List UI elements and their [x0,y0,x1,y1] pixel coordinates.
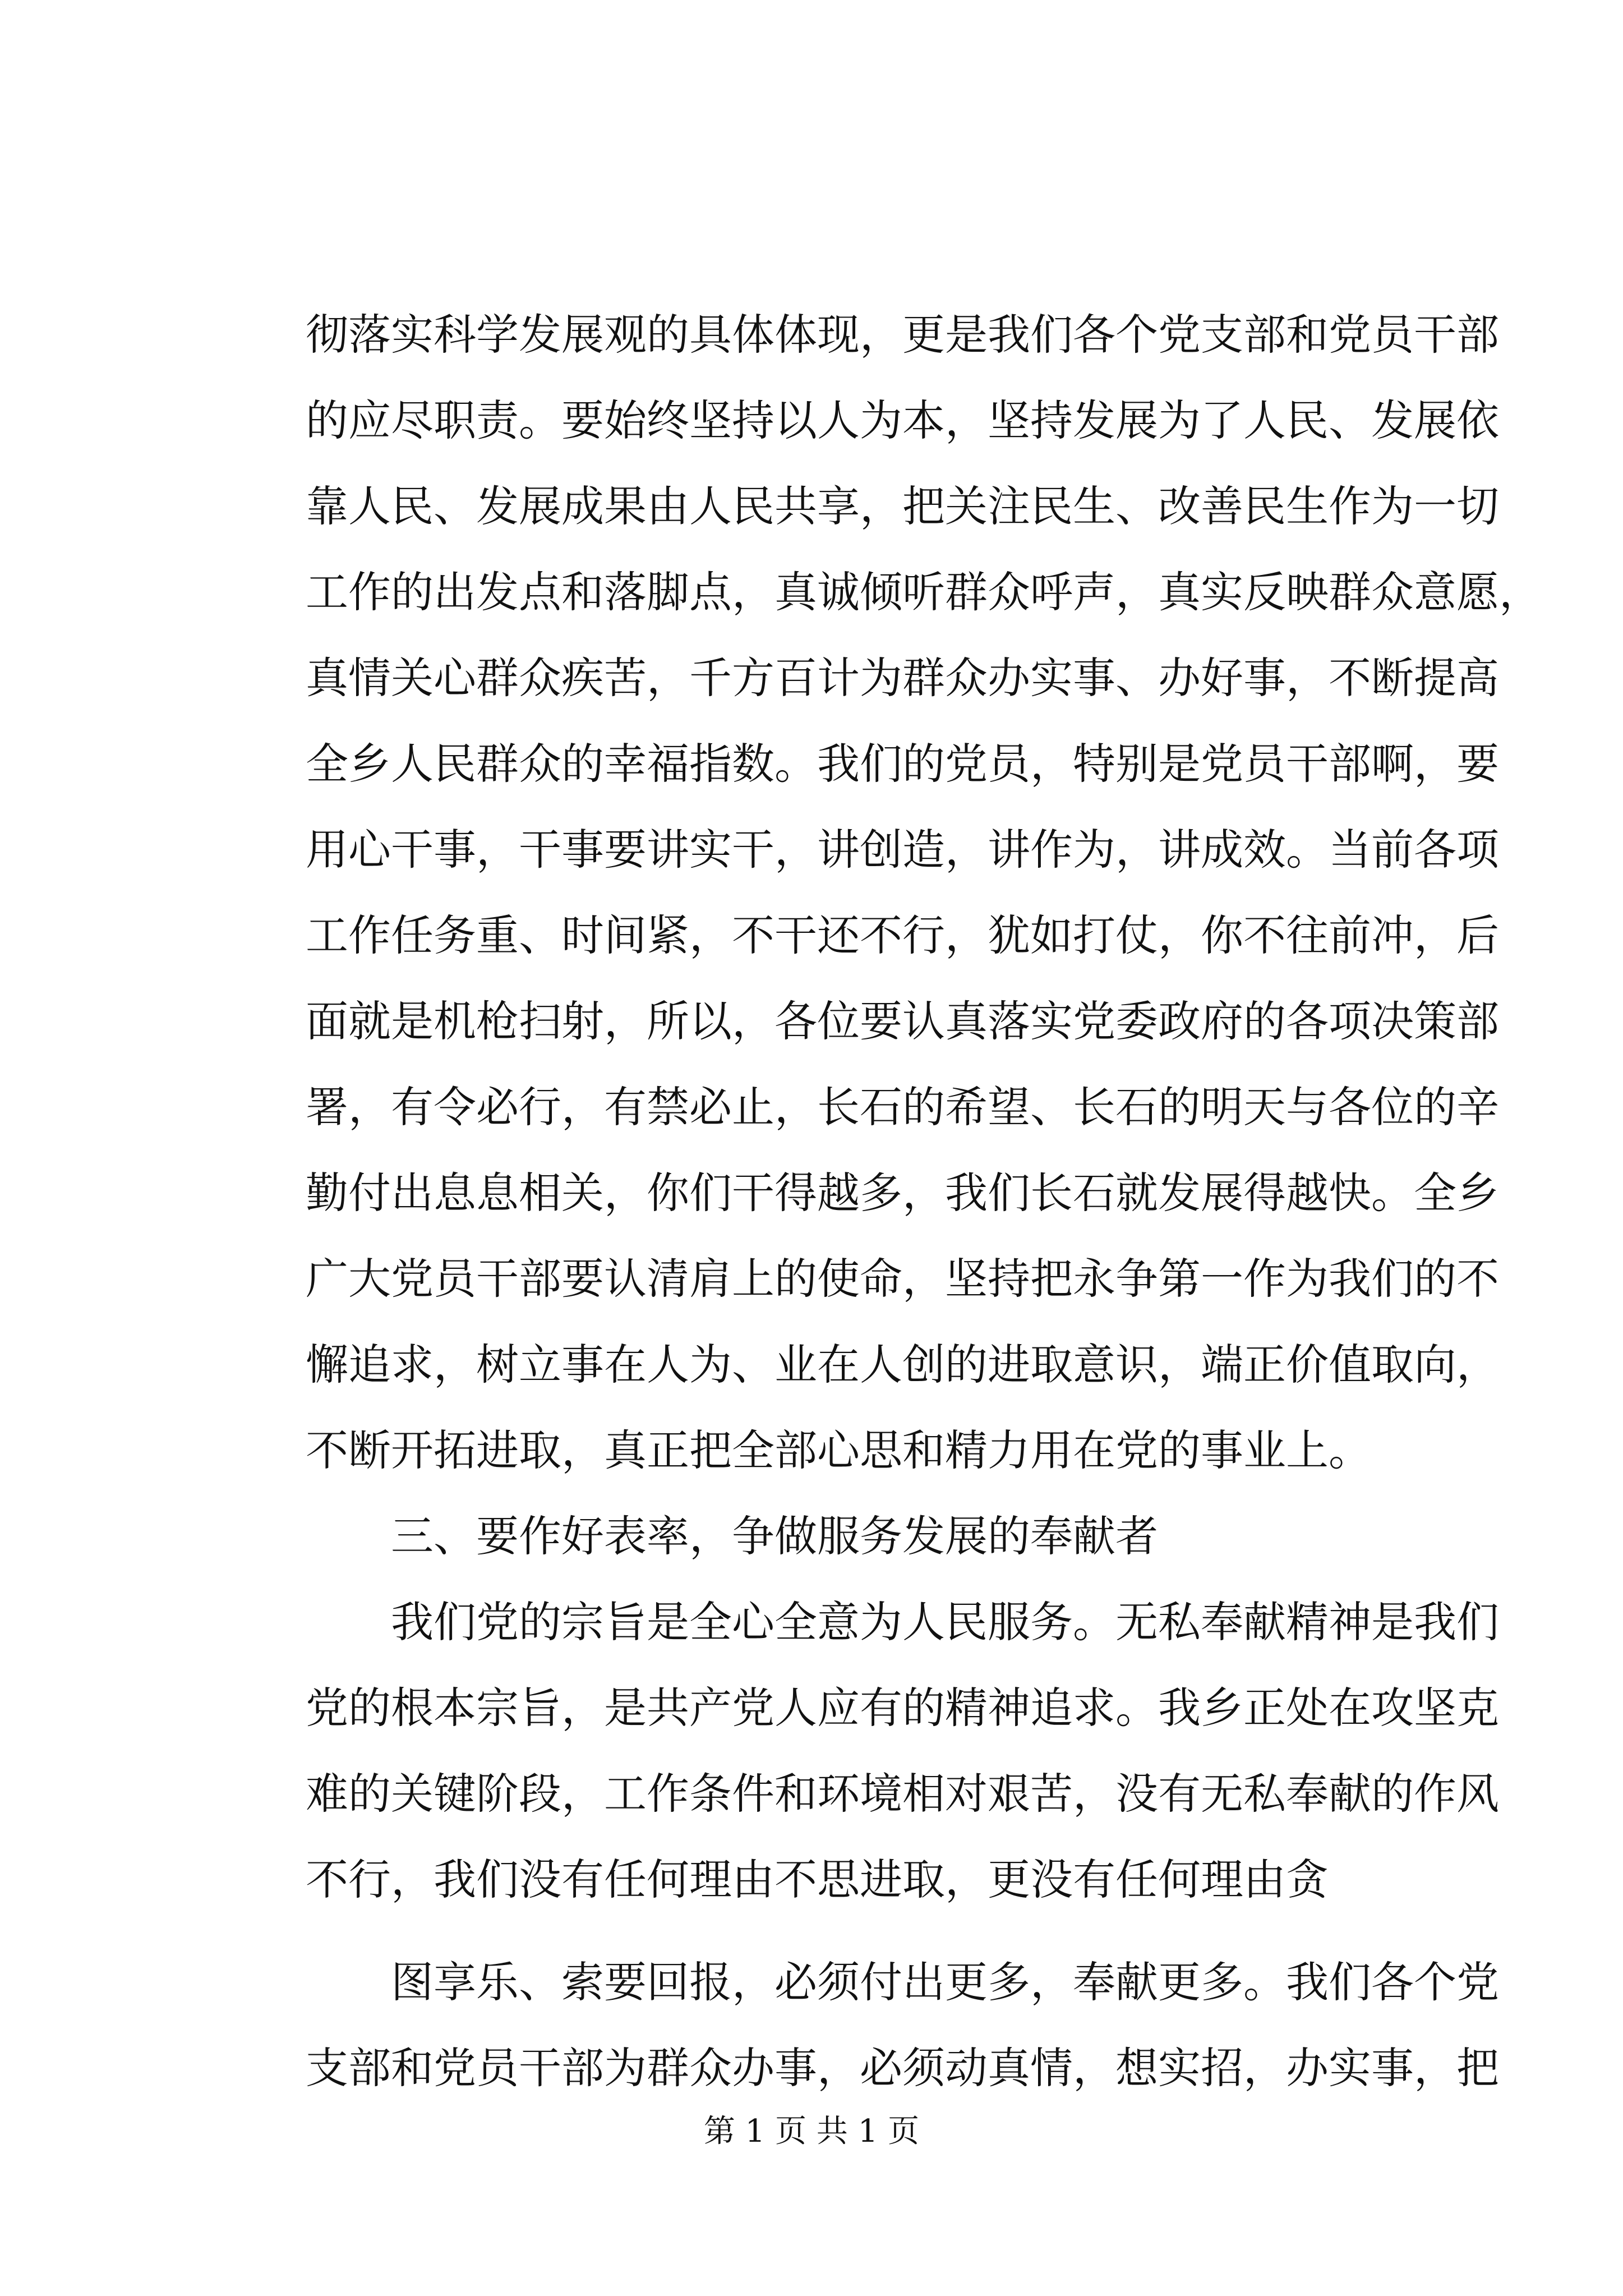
text-line: 面就是机枪扫射，所以，各位要认真落实党委政府的各项决策部 [306,996,1499,1046]
text-line: 广大党员干部要认清肩上的使命，坚持把永争第一作为我们的不 [306,1254,1499,1304]
text-line: 难的关键阶段，工作条件和环境相对艰苦，没有无私奉献的作风 [306,1769,1499,1819]
text-line: 工作任务重、时间紧，不干还不行，犹如打仗，你不往前冲，后 [306,910,1499,960]
text-line: 党的根本宗旨，是共产党人应有的精神追求。我乡正处在攻坚克 [306,1683,1499,1733]
paragraph-first-line: 我们党的宗旨是全心全意为人民服务。无私奉献精神是我们 [391,1597,1499,1647]
text-line: 署，有令必行，有禁必止，长石的希望、长石的明天与各位的辛 [306,1082,1499,1132]
text-line: 支部和党员干部为群众办事，必须动真情，想实招，办实事，把 [306,2043,1499,2093]
text-line: 的应尽职责。要始终坚持以人为本，坚持发展为了人民、发展依 [306,395,1499,445]
text-line: 懈追求，树立事在人为、业在人创的进取意识，端正价值取向， [306,1340,1499,1389]
text-line: 工作的出发点和落脚点，真诚倾听群众呼声，真实反映群众意愿， [306,567,1542,617]
text-line: 全乡人民群众的幸福指数。我们的党员，特别是党员干部啊，要 [306,739,1499,789]
text-line: 彻落实科学发展观的具体体现，更是我们各个党支部和党员干部 [306,310,1499,360]
page-footer: 第 1 页 共 1 页 [703,2113,920,2150]
text-line: 真情关心群众疾苦，千方百计为群众办实事、办好事，不断提高 [306,653,1499,703]
text-line: 勤付出息息相关，你们干得越多，我们长石就发展得越快。全乡 [306,1168,1499,1218]
section-heading: 三、要作好表率，争做服务发展的奉献者 [391,1511,1158,1561]
document-body [306,292,1542,2111]
paragraph-first-line: 图享乐、索要回报，必须付出更多，奉献更多。我们各个党 [391,1957,1499,2007]
text-line: 不断开拓进取，真正把全部心思和精力用在党的事业上。 [306,1425,1371,1475]
text-line: 用心干事，干事要讲实干，讲创造，讲作为，讲成效。当前各项 [306,825,1499,875]
text-line: 靠人民、发展成果由人民共享，把关注民生、改善民生作为一切 [306,481,1499,531]
text-line: 不行，我们没有任何理由不思进取，更没有任何理由贪 [306,1855,1329,1904]
